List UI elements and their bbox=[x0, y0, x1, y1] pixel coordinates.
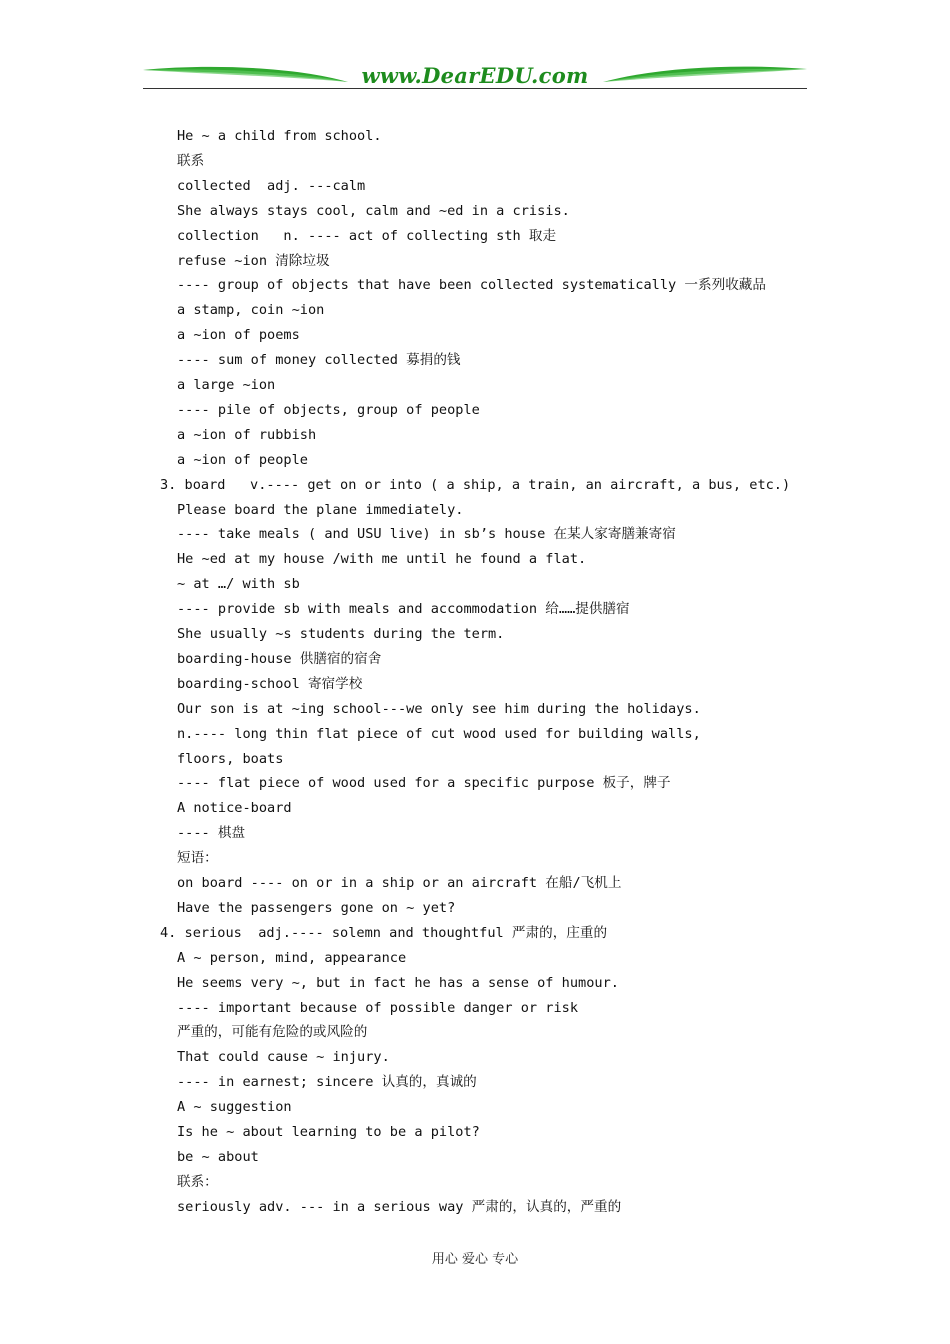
text-line: ---- take meals ( and USU live) in sb’s house 在某人家寄膳兼寄宿 bbox=[177, 526, 676, 543]
text-line: boarding-school 寄宿学校 bbox=[177, 675, 363, 692]
text-line: 联系： bbox=[177, 1173, 218, 1190]
text-line: ---- pile of objects, group of people bbox=[177, 401, 480, 418]
text-line: collection n. ---- act of collecting sth 取走 bbox=[177, 227, 557, 244]
text-line: a ~ion of rubbish bbox=[177, 426, 317, 443]
numbered-entry-line: 4. serious adj.---- solemn and thoughtful 严肃的，庄重的 bbox=[160, 924, 608, 941]
text-line: a ~ion of poems bbox=[177, 327, 300, 344]
text-line: That could cause ~ injury. bbox=[177, 1049, 390, 1066]
text-line: ---- flat piece of wood used for a specific purpose 板子，牌子 bbox=[177, 775, 671, 792]
text-line: He ~ a child from school. bbox=[177, 128, 382, 144]
text-line: be ~ about bbox=[177, 1148, 259, 1165]
site-name[interactable]: www.DearEDU.com bbox=[361, 63, 589, 88]
text-line: Have the passengers gone on ~ yet? bbox=[177, 899, 456, 916]
text-line: He ~ed at my house /with me until he found a flat. bbox=[177, 551, 587, 568]
text-line: Our son is at ~ing school---we only see him during the holidays. bbox=[177, 700, 701, 717]
text-line: a stamp, coin ~ion bbox=[177, 302, 325, 319]
text-line: He seems very ~, but in fact he has a sense of humour. bbox=[177, 974, 619, 991]
text-line: Is he ~ about learning to be a pilot? bbox=[177, 1124, 480, 1140]
text-line: Please board the plane immediately. bbox=[177, 501, 464, 518]
header-divider bbox=[143, 88, 807, 89]
site-header bbox=[143, 62, 807, 90]
text-line: ---- sum of money collected 募捐的钱 bbox=[177, 352, 461, 369]
text-line: A ~ person, mind, appearance bbox=[177, 949, 407, 966]
text-line: She usually ~s students during the term. bbox=[177, 626, 505, 642]
text-line: on board ---- on or in a ship or an aircraft 在船/飞机上 bbox=[177, 875, 622, 891]
text-line: floors, boats bbox=[177, 750, 284, 767]
text-line: ---- 棋盘 bbox=[177, 825, 246, 842]
page-footer: 用心 爱心 专心 bbox=[431, 1252, 519, 1267]
text-line: ---- group of objects that have been collected systematically 一系列收藏品 bbox=[177, 277, 766, 294]
text-line: ---- in earnest; sincere 认真的，真诚的 bbox=[177, 1074, 477, 1091]
text-line: seriously adv. --- in a serious way 严肃的，认真的，严重的 bbox=[177, 1198, 622, 1215]
text-line: boarding-house 供膳宿的宿舍 bbox=[177, 650, 382, 667]
numbered-entry-line: 3. board v.---- get on or into ( a ship, a train, an aircraft, a bus, etc.) bbox=[160, 476, 791, 493]
text-line: A ~ suggestion bbox=[177, 1099, 292, 1116]
text-line: ---- provide sb with meals and accommodation 给……提供膳宿 bbox=[177, 601, 630, 618]
text-line: 严重的，可能有危险的或风险的 bbox=[177, 1024, 368, 1041]
text-line: n.---- long thin flat piece of cut wood used for building walls, bbox=[177, 725, 701, 742]
text-line: collected adj. ---calm bbox=[177, 177, 366, 194]
text-line: refuse ~ion 清除垃圾 bbox=[177, 252, 330, 269]
text-line: She always stays cool, calm and ~ed in a crisis. bbox=[177, 202, 570, 219]
text-line: 短语： bbox=[177, 850, 218, 867]
text-line: A notice-board bbox=[177, 800, 292, 817]
text-line: ---- important because of possible danger or risk bbox=[177, 999, 579, 1016]
text-line: 联系 bbox=[177, 152, 205, 169]
text-line: a large ~ion bbox=[177, 377, 276, 393]
text-line: ~ at …/ with sb bbox=[177, 576, 300, 593]
text-line: a ~ion of people bbox=[177, 451, 308, 468]
